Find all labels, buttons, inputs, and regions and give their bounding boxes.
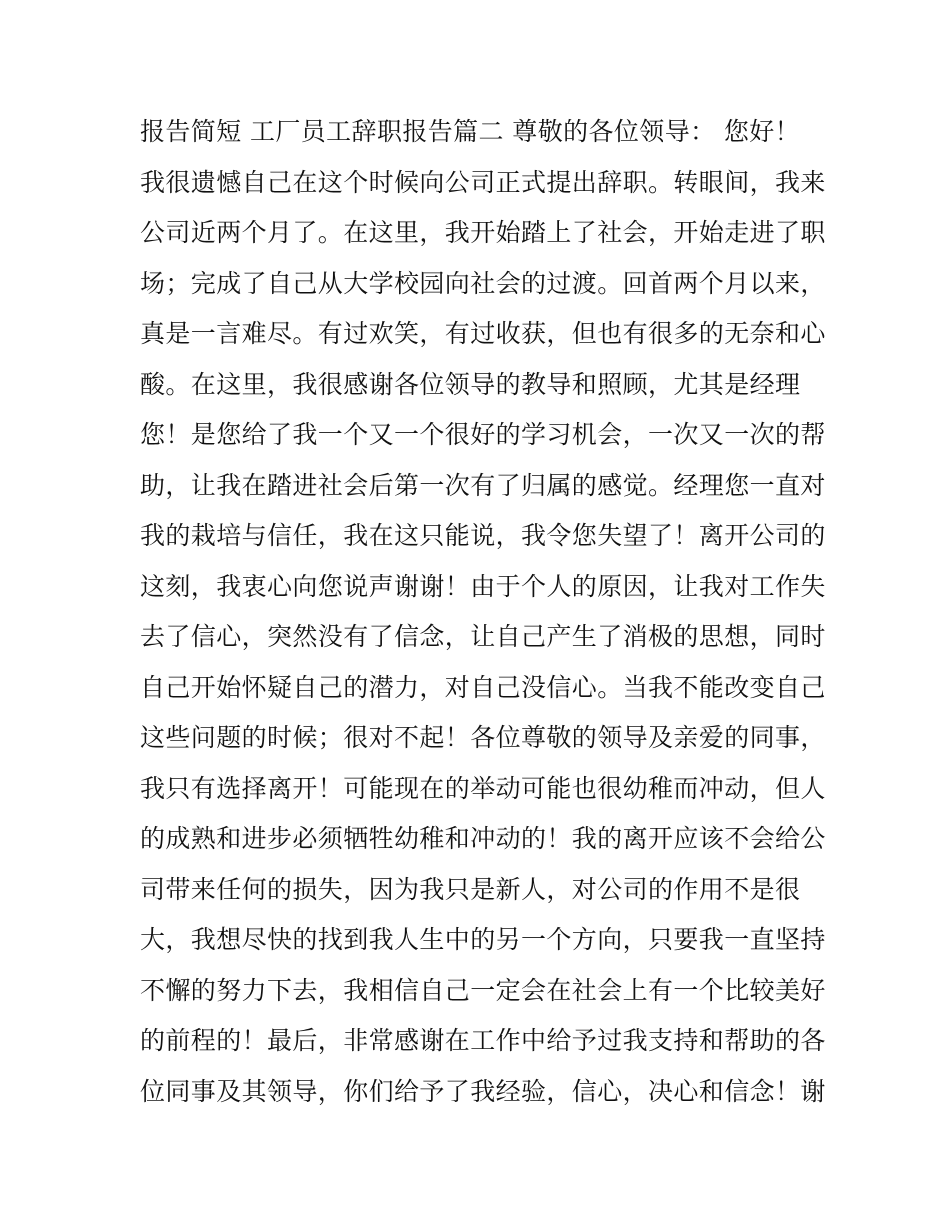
text-line: 我的栽培与信任，我在这只能说，我令您失望了！离开公司的 bbox=[140, 521, 826, 550]
text-line: 不懈的努力下去，我相信自己一定会在社会上有一个比较美好 bbox=[140, 975, 826, 1005]
text-line: 我只有选择离开！可能现在的举动可能也很幼稚而冲动，但人 bbox=[140, 773, 826, 803]
text-line: 自己开始怀疑自己的潜力，对自己没信心。当我不能改变自己 bbox=[140, 672, 826, 702]
text-line: 司带来任何的损失，因为我只是新人，对公司的作用不是很 bbox=[140, 874, 801, 904]
text-line: 真是一言难尽。有过欢笑，有过收获，但也有很多的无奈和心 bbox=[140, 319, 826, 348]
text-line: 助，让我在踏进社会后第一次有了归属的感觉。经理您一直对 bbox=[140, 470, 826, 500]
text-line: 公司近两个月了。在这里，我开始踏上了社会，开始走进了职 bbox=[140, 218, 826, 247]
text-line: 位同事及其领导，你们给予了我经验，信心，决心和信念！谢 bbox=[140, 1076, 826, 1106]
text-line: 场；完成了自己从大学校园向社会的过渡。回首两个月以来， bbox=[140, 268, 826, 298]
text-line: 的成熟和进步必须牺牲幼稚和冲动的！我的离开应该不会给公 bbox=[140, 824, 826, 853]
text-line: 您！是您给了我一个又一个很好的学习机会，一次又一次的帮 bbox=[140, 420, 826, 449]
text-line: 我很遗憾自己在这个时候向公司正式提出辞职。转眼间，我来 bbox=[140, 167, 826, 197]
text-line: 报告简短 工厂员工辞职报告篇二 尊敬的各位领导： 您好！ bbox=[140, 117, 801, 146]
text-line: 这刻，我衷心向您说声谢谢！由于个人的原因，让我对工作失 bbox=[140, 571, 826, 601]
text-line: 大，我想尽快的找到我人生中的另一个方向，只要我一直坚持 bbox=[140, 925, 826, 954]
text-line: 这些问题的时候；很对不起！各位尊敬的领导及亲爱的同事， bbox=[140, 723, 826, 752]
text-line: 的前程的！最后，非常感谢在工作中给予过我支持和帮助的各 bbox=[140, 1026, 826, 1055]
body-text bbox=[140, 107, 826, 1117]
text-line: 去了信心，突然没有了信念，让自己产生了消极的思想，同时 bbox=[140, 622, 826, 651]
text-line: 酸。在这里，我很感谢各位领导的教导和照顾，尤其是经理 bbox=[140, 369, 801, 399]
